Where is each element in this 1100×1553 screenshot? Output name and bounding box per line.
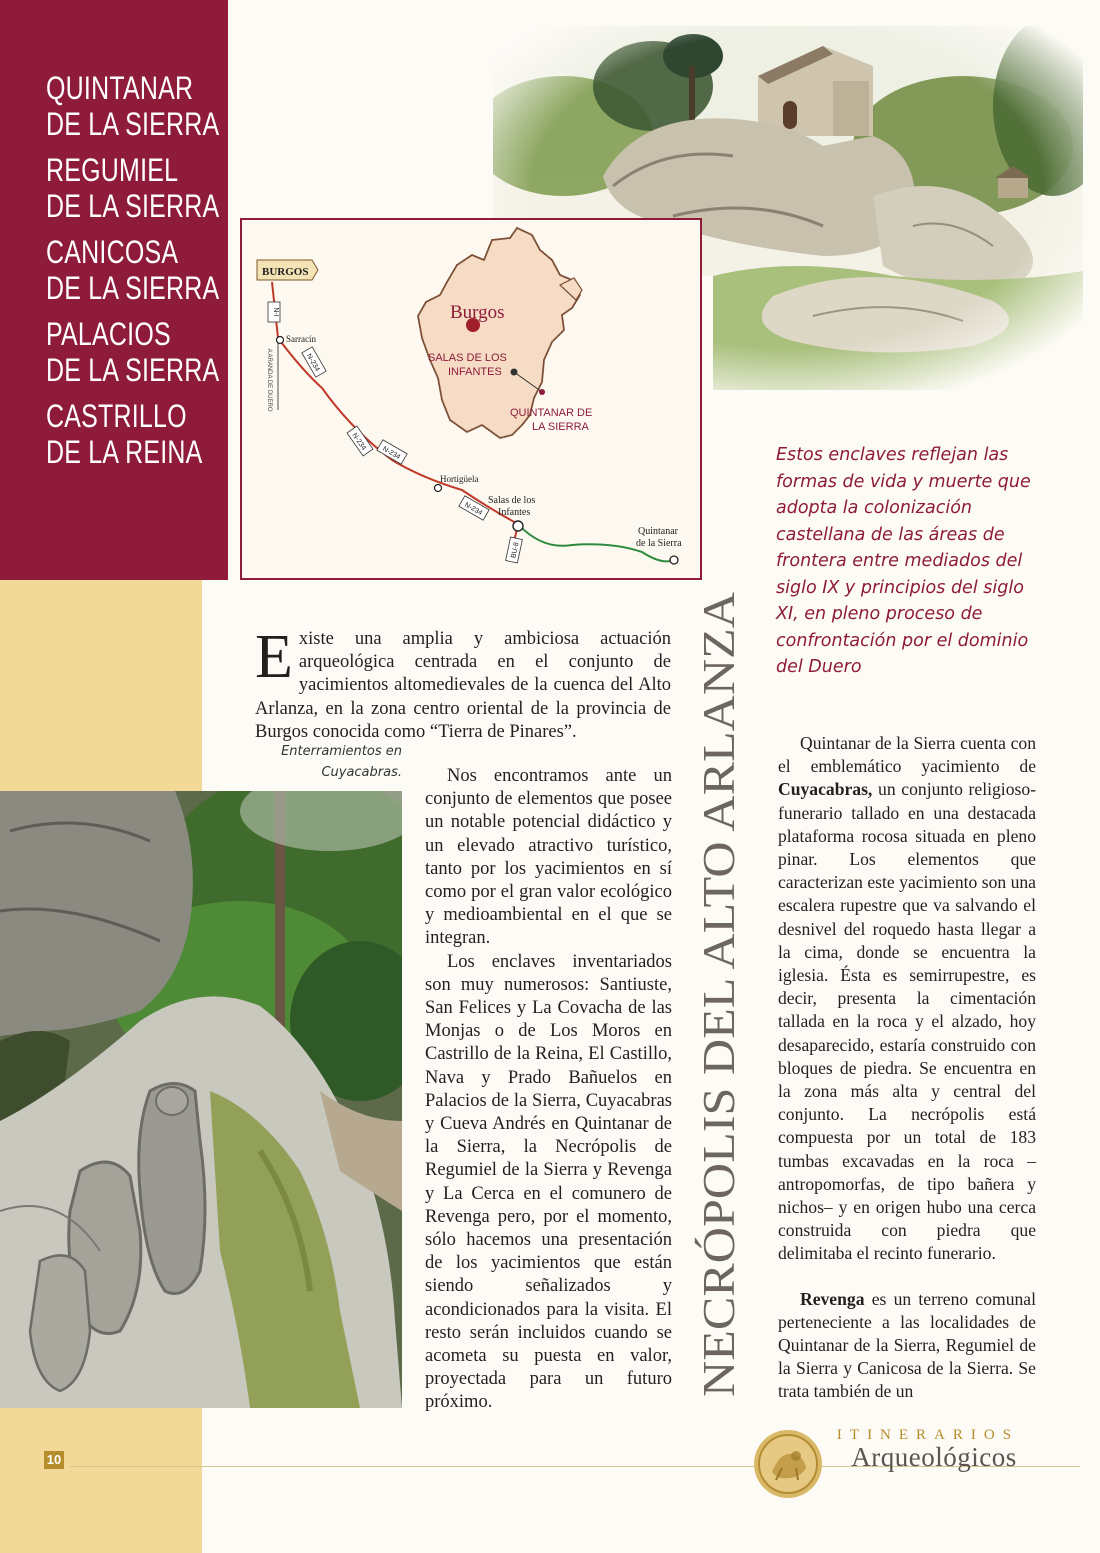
pull-quote: Estos enclaves reflejan las formas de vida y muerte que adopta la colonización castellana de las áreas de frontera entre mediados del siglo IX y principios del siglo XI, en pleno proceso de confrontación por el dominio del Duero: [776, 445, 1031, 677]
quintanar-province-marker: [539, 389, 545, 395]
road-label-n1: N-I: [272, 307, 279, 317]
sarracin-label: Sarracín: [286, 334, 316, 344]
sarracin-marker: [277, 337, 284, 344]
town-line: DE LA REINA: [46, 434, 203, 470]
province-salas-label-2: INFANTES: [448, 366, 502, 378]
road-label-n234: N-234: [381, 445, 402, 462]
town-line: PALACIOS: [46, 316, 171, 352]
town-line: DE LA SIERRA: [46, 270, 220, 306]
middle-column: [425, 765, 672, 1415]
right-paragraph-1: [778, 732, 1036, 1266]
road-label-n234: N-234: [304, 352, 321, 373]
town-line: DE LA SIERRA: [46, 106, 220, 142]
province-quintanar-label: QUINTANAR DE: [510, 407, 593, 419]
road-label-aranda: A ARANDA DE DUERO: [266, 348, 272, 412]
province-quintanar-label-2: LA SIERRA: [532, 421, 589, 433]
mid-paragraph-2: Los enclaves inventariados son muy numerosos: Santiuste, San Felices y La Covacha de las Monjas o de Los Moros en Castrillo de la Reina, El Castillo, Nava y Prado Bañuelos en Palacios de la Sierra, Cuyacabras y Cueva Andrés en Quintanar de la Sierra, la Necrópolis de Regumiel de la Sierra y Revenga y La Cerca en el comunero de Revenga pero, por el momento, sólo hacemos una presentación de los yacimientos que están siendo señalizados y acondicionados para la visita. El resto serán incluidos cuando se acometa su puesta en valor, proyectada para un futuro próximo.: [425, 951, 672, 1413]
salas-label-2: Infantes: [498, 507, 531, 518]
town-item: [46, 152, 221, 224]
text-run: un conjunto religioso-funerario tallado en una destacada plataforma rocosa situada en pleno pinar. Los elementos que caracterizan este yacimiento son una escalera rupestre que va salvando el desnivel del roquedo hasta llegar a la cima, donde se encuentra la iglesia. Ésta es semirrupestre, es decir, presenta la cimentación tallada en la roca y el alzado, hoy desaparecido, estaría construido con bloques de piedra. Se encuentra en la zona más alta y central del conjunto. La necrópolis está compuesta por un total de 183 tumbas excavadas en la roca –antropomorfas, de tipo bañera y nichos– y en origen hubo una cerca construida con piedra que delimitaba el recinto funerario.: [778, 779, 1036, 1264]
site-name-cuyacabras: Cuyacabras,: [778, 779, 873, 800]
burgos-sign: BURGOS: [262, 266, 309, 278]
town-item: [46, 70, 221, 142]
quintanar-label-2: de la Sierra: [636, 538, 682, 549]
town-line: CANICOSA: [46, 234, 179, 270]
town-line: CASTRILLO: [46, 398, 187, 434]
province-city-label: Burgos: [450, 302, 505, 323]
road-label-bu: BU-8: [510, 541, 521, 559]
town-line: REGUMIEL: [46, 152, 179, 188]
vertical-title: [690, 585, 750, 1400]
town-line: QUINTANAR: [46, 70, 194, 106]
intro-paragraph: [255, 623, 671, 744]
tombs-photo: [0, 791, 402, 1408]
town-item: [46, 316, 221, 388]
text-run: es un terreno comunal perteneciente a las localidades de Quintanar de la Sierra, Regumiel de la Sierra y Canicosa de la Sierra. Se trata también de un: [778, 1288, 1036, 1402]
vertical-title-text: NECRÓPOLIS DEL ALTO ARLANZA: [693, 658, 744, 1397]
page-number: 10: [44, 1451, 64, 1469]
site-name-revenga: Revenga: [800, 1288, 865, 1309]
road-label-n234: N-234: [463, 501, 484, 518]
town-item: [46, 234, 221, 306]
quintanar-label: Quintanar: [638, 526, 678, 537]
right-column: [778, 732, 1036, 1404]
photo-caption: [226, 741, 402, 783]
brand-tagline: ITINERARIOS: [836, 1427, 1020, 1443]
town-list: [46, 70, 221, 480]
road-label-n234: N-234: [350, 432, 368, 452]
location-map: [240, 218, 702, 580]
salas-label: Salas de los: [488, 495, 536, 506]
brand-name: Arqueológicos: [851, 1442, 1017, 1472]
photo-caption-line: Cuyacabras.: [321, 765, 402, 780]
salas-marker: [513, 521, 523, 531]
right-paragraph-2: [778, 1288, 1036, 1404]
quintanar-marker: [670, 556, 678, 564]
town-line: DE LA SIERRA: [46, 188, 220, 224]
hortiguela-label: Hortigüela: [440, 474, 479, 484]
town-item: [46, 398, 221, 470]
photo-caption-line: Enterramientos en: [281, 744, 402, 759]
town-line: DE LA SIERRA: [46, 352, 220, 388]
text-run: Quintanar de la Sierra cuenta con el emblemático yacimiento de: [778, 733, 1036, 777]
intro-text: xiste una amplia y ambiciosa actuación arqueológica centrada en el conjunto de yacimientos altomedievales de la cuenca del Alto Arlanza, en la zona centro oriental de la provincia de Burgos conocida como “Tierra de Pinares”.: [255, 629, 671, 742]
drop-cap: E: [255, 623, 293, 691]
hortiguela-marker: [435, 485, 442, 492]
coin-logo-icon: [752, 1428, 824, 1500]
mid-paragraph-1: Nos encontramos ante un conjunto de elementos que posee un notable potencial didáctico y un elevado atractivo turístico, tanto por los yacimientos en sí como por el gran valor ecológico y medioambiental en el que se integran.: [425, 766, 672, 949]
province-salas-label: SALAS DE LOS: [428, 352, 507, 364]
